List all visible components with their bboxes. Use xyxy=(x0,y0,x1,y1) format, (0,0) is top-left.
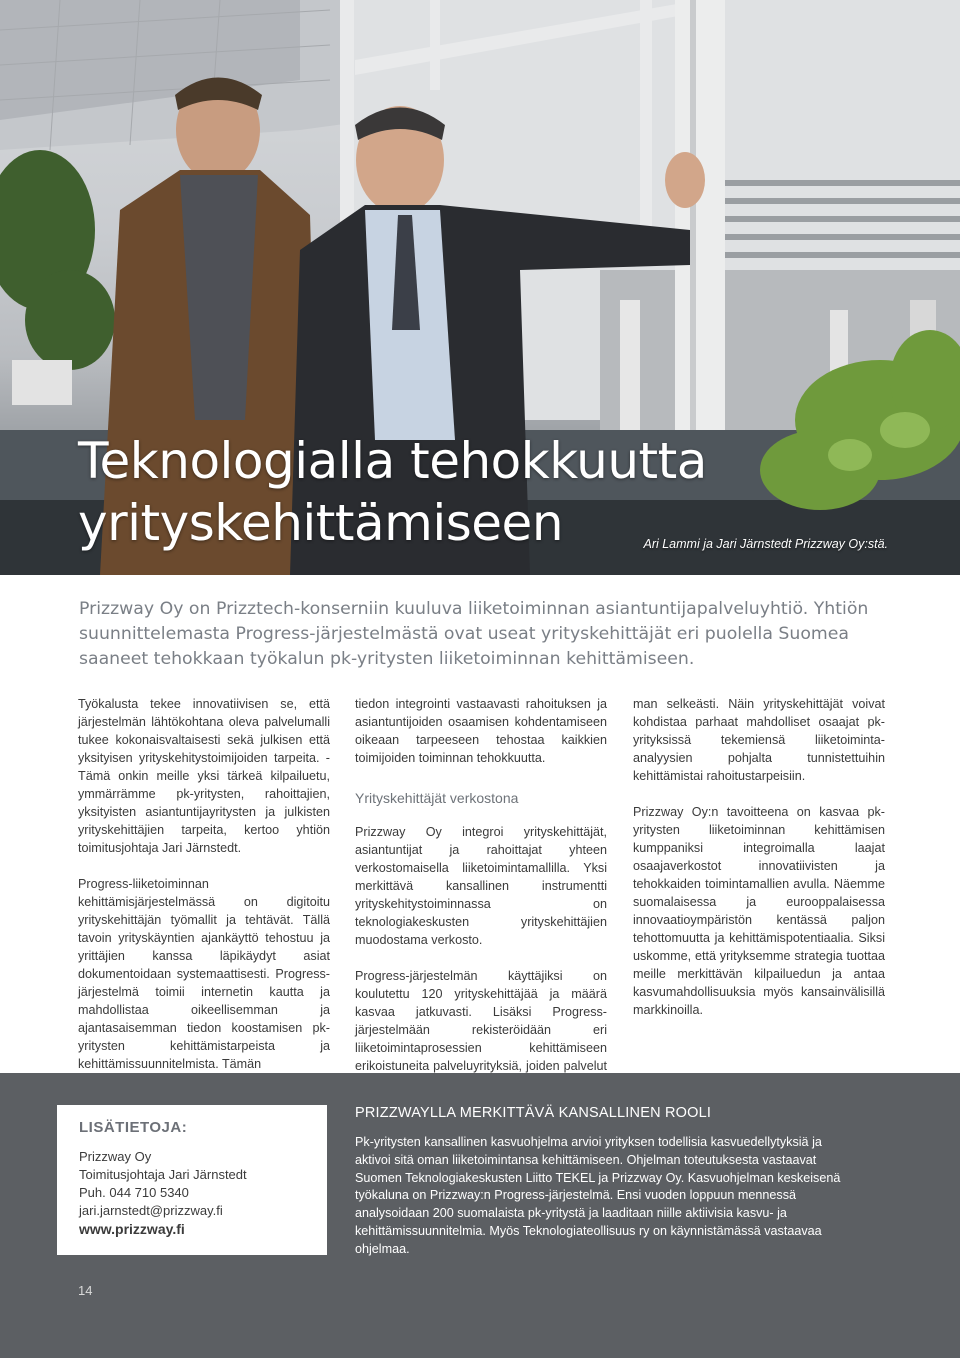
page-number: 14 xyxy=(78,1283,93,1298)
sidebar-heading: PRIZZWAYLLA MERKITTÄVÄ KANSALLINEN ROOLI xyxy=(355,1105,712,1121)
body-paragraph: Prizzway Oy integroi yrityskehittäjät, asiantuntijat ja rahoittajat yhteen verkostomaisella liiketoimintamallilla. Yksi merkittävä kansallinen instrumentti yrityskehitystoiminnassa on teknologiakeskusten yrityskehittäjien muodostama verkosto. xyxy=(355,825,607,947)
article-column-3 xyxy=(633,695,885,1019)
body-paragraph: man selkeästi. Näin yrityskehittäjät voivat kohdistaa parhaat mahdolliset osaajat pk-yrityksissä tekemiensä liiketoiminta-analyysien pohjalta tunnistettuihin kehittämistai rahoitustarpeisiin. xyxy=(633,697,885,783)
body-paragraph: tiedon integrointi vastaavasti rahoituksen ja asiantuntijoiden osaamisen kohdentamiseen oikeaan tarpeeseen tehostaa kaikkien toimijoiden toiminnan tehokkuutta. xyxy=(355,697,607,765)
lead-paragraph: Prizzway Oy on Prizztech-konserniin kuuluva liiketoiminnan asiantuntijapalveluyhtiö. Yhtiön suunnittelemasta Progress-järjestelmästä ovat useat yrityskehittäjät eri puolella Suomea saaneet tehokkaan työkalun pk-yritysten liiketoiminnan kehittämiseen. xyxy=(79,599,869,669)
photo-caption: Ari Lammi ja Jari Järnstedt Prizzway Oy:stä. xyxy=(643,537,888,551)
contact-heading: LISÄTIETOJA: xyxy=(79,1119,188,1136)
contact-phone: Puh. 044 710 5340 xyxy=(79,1185,189,1200)
body-paragraph: Progress-liiketoiminnan kehittämisjärjestelmässä on digitoitu yrityskehittäjän työmallit ja tehtävät. Tällä tavoin yrityskäyntien ajankäyttö tehostuu ja yrittäjien kanssa läpikäydyt asiat dokumentoidaan systemaattisesti. Progress-järjestelmä toimii internetin kautta ja mahdollistaa oikeellisemman ja ajantasaisemman tiedon koostamisen pk-yritysten kehittämistarpeista ja kehittämissuunnitelmista. Tämän xyxy=(78,877,330,1071)
article-column-2 xyxy=(355,695,607,1093)
sidebar-article xyxy=(355,1105,855,1259)
sidebar-text: Pk-yritysten kansallinen kasvuohjelma arvioi yrityksen todellisia kasvuedellytyksiä ja aktivoi sitä oman liiketoimintansa kehittämiseen. Ohjelman toteutuksesta vastaavat Suomen Teknologiakeskusten Liitto TEKEL ja Prizzway Oy. Kasvuohjelman keskeisenä työkaluna on Prizzway:n Progress-järjestelmä. Ensi vuoden loppuun mennessä analysoidaan 200 suomalaista pk-yritystä ja laaditaan niille aktiivisia kasvu- ja kehittämissuunnitelmia. Myös Teknologiateollisuus ry on käynnistämässä vastaavaa ohjelmaa. xyxy=(355,1135,841,1256)
body-paragraph: Progress-järjestelmän käyttäjiksi on koulutettu 120 yrityskehittäjää ja määrä kasvaa jatkuvasti. Lisäksi Progress- järjestelmään rekisteröidään eri liiketoimintaprosessien kehittämiseen erikoistuneita palveluyrityksiä, joiden palvelut xyxy=(355,969,607,1073)
title-line-1: Teknologialla tehokkuutta xyxy=(78,432,707,490)
body-paragraph: Työkalusta tekee innovatiivisen se, että järjestelmän lähtökohtana oleva palvelumalli tukee kokonaisvaltaisesti sekä julkisen että yksityisen yrityskehitystoimijoiden tarpeita. - Tämä onkin meille yksi tärkeä kilpailuetu, ymmärrämme pk-yritysten, rahoittajien, yksityisten asiantuntijayritysten ja julkisten yrityskehittäjien tarpeita, kertoo yhtiön toimitusjohtaja Jari Järnstedt. xyxy=(78,697,330,855)
hero-photo xyxy=(0,0,960,575)
title-line-2: yrityskehittämiseen xyxy=(78,494,564,552)
page-title xyxy=(78,430,707,554)
body-paragraph: Prizzway Oy:n tavoitteena on kasvaa pk-yritysten liiketoiminnan kehittämisen kumppaniksi integroimalla laajat osaajaverkostot innovatiivisten ja tehokkaiden toimintamallien avulla. Näemme suomalaisessa ja eurooppalaisessa innovaatioympäristön kentässä paljon tehottomuutta ja kehittämispotentiaalia. Siksi uskomme, että yrityksemme strategia tuottaa meille merkittävän kilpailuedun ja antaa kasvumahdollisuuksia myös kansainvälisillä markkinoilla. xyxy=(633,805,885,1017)
contact-website-link[interactable]: www.prizzway.fi xyxy=(79,1221,185,1237)
contact-company: Prizzway Oy xyxy=(79,1149,152,1164)
contact-email[interactable]: jari.jarnstedt@prizzway.fi xyxy=(79,1203,223,1218)
contact-box xyxy=(57,1105,327,1255)
article-column-1 xyxy=(78,695,330,1073)
contact-person: Toimitusjohtaja Jari Järnstedt xyxy=(79,1167,247,1182)
section-heading: Yrityskehittäjät verkostona xyxy=(355,790,519,806)
